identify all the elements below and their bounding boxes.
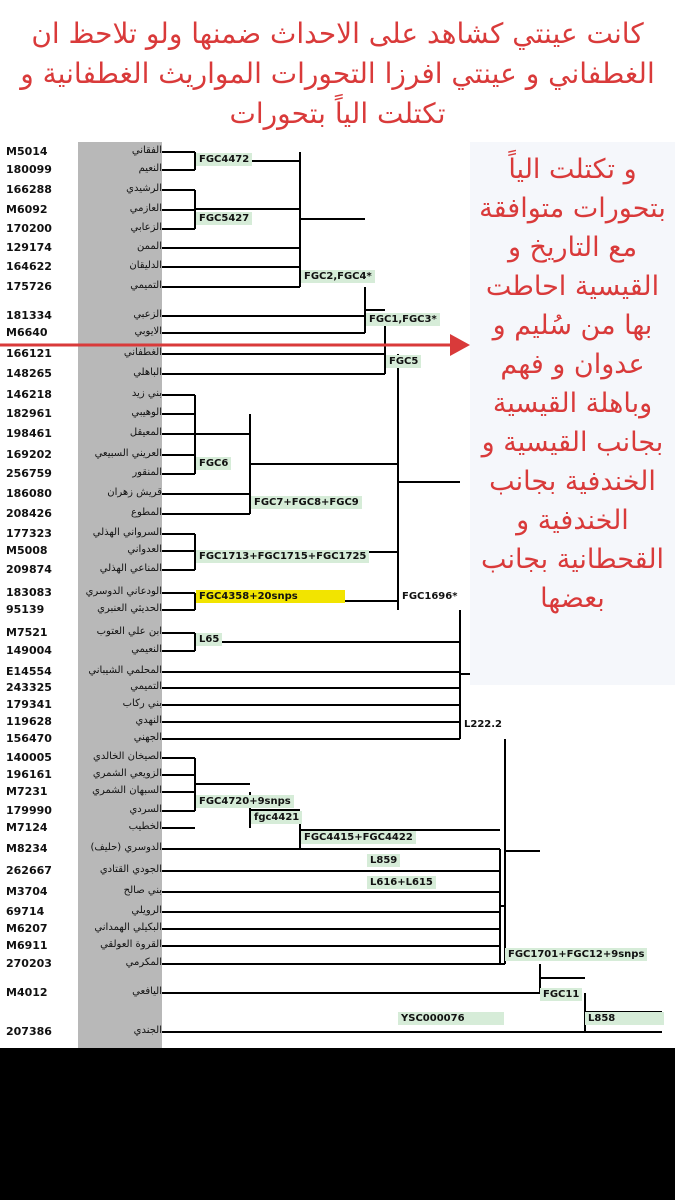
sample-id: M5014 (6, 145, 48, 158)
tribe-name: المناعي الهذلي (99, 563, 162, 574)
sample-id: 177323 (6, 527, 52, 540)
sample-id: 209874 (6, 563, 52, 576)
tribe-name: الدوسري (حليف) (90, 842, 162, 853)
tribe-name: الرويلي (131, 905, 162, 916)
tribe-name: المحلمي الشيباني (88, 665, 162, 676)
clade-label: FGC1696* (402, 591, 458, 602)
sample-id: M7521 (6, 626, 48, 639)
sample-id: 95139 (6, 603, 45, 616)
tribe-name: الوهيبي (131, 407, 162, 418)
clade-label: FGC11 (540, 988, 582, 1001)
clade-label: L859 (367, 854, 400, 867)
tribe-name: الغطفاني (123, 347, 162, 358)
tribe-name: الحديثي العنبري (97, 603, 162, 614)
tribe-name: النهدي (135, 715, 162, 726)
tribe-name: الرشيدي (126, 183, 162, 194)
tribe-name: العدواني (127, 544, 162, 555)
tribe-name: الجندي (133, 1025, 162, 1036)
sample-id: M6207 (6, 922, 48, 935)
tribe-name: الجودي القتادي (99, 864, 162, 875)
sample-id: 179341 (6, 698, 52, 711)
tribe-name: بني ركاب (122, 698, 162, 709)
clade-label: L616+L615 (367, 876, 436, 889)
sample-id: M6640 (6, 326, 48, 339)
tribe-name: الزويعي الشمري (92, 768, 162, 779)
sample-id: 179990 (6, 804, 52, 817)
sample-id: 149004 (6, 644, 52, 657)
tribe-name: الجهني (133, 732, 162, 743)
sample-id: 243325 (6, 681, 52, 694)
clade-label: FGC2,FGC4* (301, 270, 375, 283)
clade-label: L858 (585, 1012, 664, 1025)
sample-id: E14554 (6, 665, 52, 678)
tribe-name: المطوع (131, 507, 162, 518)
tribe-name: السبهان الشمري (92, 785, 162, 796)
clade-label: YSC000076 (398, 1012, 504, 1025)
tribe-name: التميمي (130, 681, 162, 692)
clade-label: FGC1,FGC3* (366, 313, 440, 326)
sample-id: 270203 (6, 957, 52, 970)
sample-id: 256759 (6, 467, 52, 480)
clade-label: FGC1701+FGC12+9snps (505, 948, 647, 961)
sample-id: 140005 (6, 751, 52, 764)
sample-id: M3704 (6, 885, 48, 898)
sample-id: 169202 (6, 448, 52, 461)
tribe-name: قريش زهران (107, 487, 162, 498)
tribe-name: المنقور (132, 467, 162, 478)
sample-id: 208426 (6, 507, 52, 520)
tribe-name: الممن (137, 241, 162, 252)
tribe-name: الصيخان الخالدي (93, 751, 162, 762)
tribe-name: الباهلي (133, 367, 162, 378)
clade-label: FGC7+FGC8+FGC9 (251, 496, 362, 509)
tribe-name: الزعبي (133, 309, 162, 320)
tribe-name: النعيمي (131, 644, 162, 655)
sample-id: M5008 (6, 544, 48, 557)
clade-label: FGC6 (196, 457, 231, 470)
tribe-name: المعيقل (129, 427, 162, 438)
sample-id: 262667 (6, 864, 52, 877)
clade-label: FGC4472 (196, 153, 252, 166)
sample-id: 183083 (6, 586, 52, 599)
sample-id: 166288 (6, 183, 52, 196)
tribe-name: العريني السبيعي (94, 448, 162, 459)
sample-id: 164622 (6, 260, 52, 273)
clade-label: FGC4358+20snps (196, 590, 345, 603)
sample-id: 148265 (6, 367, 52, 380)
sample-id: 186080 (6, 487, 52, 500)
sample-id: 196161 (6, 768, 52, 781)
tribe-name: الزعابي (130, 222, 162, 233)
sample-id: M8234 (6, 842, 48, 855)
tribe-name: البكيلي الهمداني (94, 922, 162, 933)
tribe-name: التميمي (130, 280, 162, 291)
sample-id: 119628 (6, 715, 52, 728)
tribe-name: ابن علي العتوب (96, 626, 162, 637)
tribe-name: العازمي (129, 203, 162, 214)
tribe-name: السردي (129, 804, 162, 815)
sample-id: 166121 (6, 347, 52, 360)
tribe-name: السرواني الهذلي (92, 527, 162, 538)
sample-id: 146218 (6, 388, 52, 401)
clade-label: FGC5427 (196, 212, 252, 225)
sample-id: M7231 (6, 785, 48, 798)
sample-id: 207386 (6, 1025, 52, 1038)
tribe-name: الايوبي (134, 326, 162, 337)
tribe-name: اليافعي (132, 986, 162, 997)
tribe-name: المكرمي (125, 957, 162, 968)
clade-label: FGC4415+FGC4422 (301, 831, 416, 844)
tribe-name: الدليقان (129, 260, 162, 271)
sample-id: 156470 (6, 732, 52, 745)
sample-id: 181334 (6, 309, 52, 322)
clade-label: FGC5 (386, 355, 421, 368)
sample-id: 180099 (6, 163, 52, 176)
tribe-name: الفقاني (131, 145, 162, 156)
clade-label: L222.2 (464, 719, 503, 730)
sample-id: M6092 (6, 203, 48, 216)
tribe-name: الخطيب (128, 821, 162, 832)
tribe-name: القروة العولقي (100, 939, 162, 950)
sample-id: 182961 (6, 407, 52, 420)
sample-id: 175726 (6, 280, 52, 293)
clade-label: fgc4421 (251, 811, 302, 824)
sample-id: M4012 (6, 986, 48, 999)
tribe-name: النعيم (138, 163, 162, 174)
tribe-name: الودعاني الدوسري (85, 586, 162, 597)
tribe-name: بني صالح (123, 885, 162, 896)
caption-text: كانت عينتي كشاهد على الاحداث ضمنها ولو تلاحظ ان الغطفاني و عينتي افرزا التحورات المواريث الغطفانية و تكتلت الياً بتحورات (20, 17, 655, 130)
clade-label: FGC1713+FGC1715+FGC1725 (196, 550, 369, 563)
sample-id: 198461 (6, 427, 52, 440)
sample-id: 69714 (6, 905, 45, 918)
sample-id: M7124 (6, 821, 48, 834)
sample-id: 170200 (6, 222, 52, 235)
sample-id: 129174 (6, 241, 52, 254)
side-note-text: و تكتلت الياً بتحورات متوافقة مع التاريخ و القيسية احاطت بها من سُليم و عدوان و فهم وباهلة القيسية بجانب القيسية و الخندفية بجانب الخندفية و القحطانية بجانب بعضها (479, 154, 666, 614)
tribe-name: بني زيد (131, 388, 162, 399)
clade-label: L65 (196, 633, 222, 646)
arrow-head (450, 334, 470, 356)
sample-id: M6911 (6, 939, 48, 952)
clade-label: FGC4720+9snps (196, 795, 294, 808)
